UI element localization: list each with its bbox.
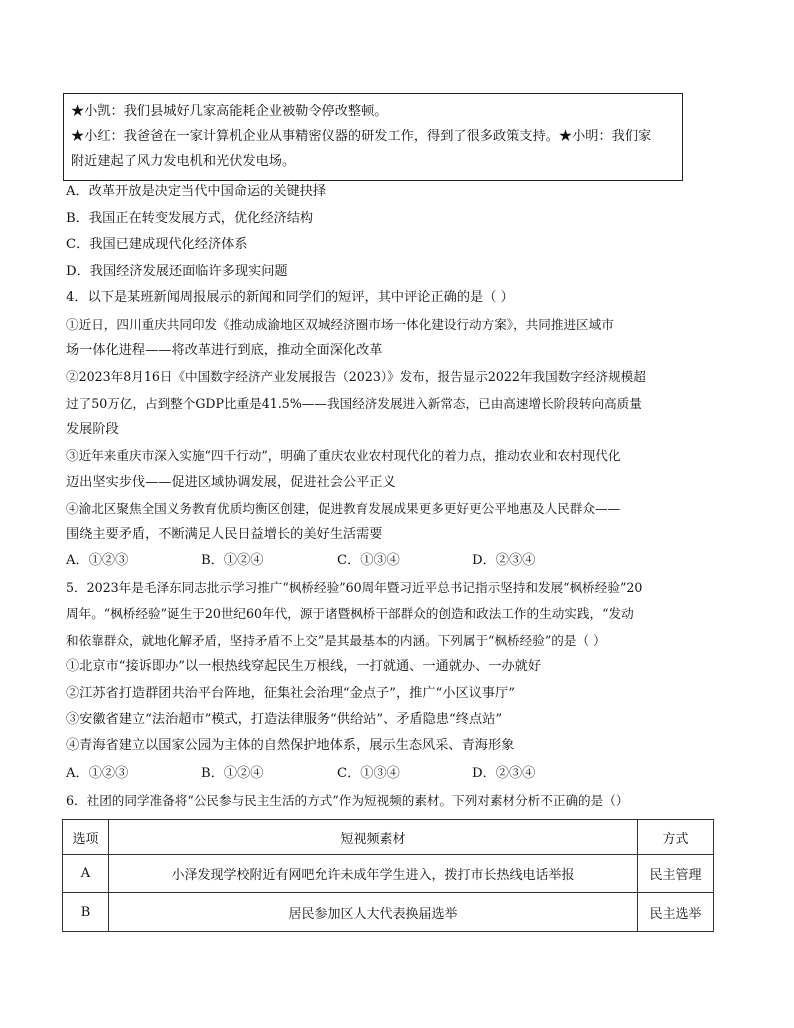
- row-a-method: 民主管理: [638, 855, 714, 893]
- q4-item3-line1: ③近年来重庆市深入实施“四千行动”，明确了重庆农业农村现代化的着力点，推动农业和农村现代化: [66, 448, 621, 463]
- row-a-material: 小泽发现学校附近有网吧允许未成年学生进入，拨打市长热线电话举报: [108, 855, 637, 893]
- q4-choice-a: A．①②③: [66, 553, 129, 568]
- row-b-method: 民主选举: [638, 893, 714, 932]
- quote-xiaokai: ★小凯：我们县城好几家高能耗企业被勒令停改整顿。: [71, 104, 388, 119]
- row-b-option: B: [63, 893, 109, 932]
- q4-choice-c: C．①③④: [337, 553, 400, 568]
- q6-stem: 6．社团的同学准备将“公民参与民主生活的方式”作为短视频的素材。下列对素材分析不正确的是（）: [66, 793, 629, 808]
- q4-item4-line2: 围绕主要矛盾，不断满足人民日益增长的美好生活需要: [66, 527, 383, 542]
- q5-stem-line2: 周年。“枫桥经验”诞生于20世纪60年代，源于诸暨枫桥干部群众的创造和政法工作的生动实践，“发动: [66, 606, 634, 621]
- q4-choice-d: D．②③④: [472, 553, 536, 568]
- q6-table: [62, 819, 714, 932]
- q5-stem-line3: 和依靠群众，就地化解矛盾，坚持矛盾不上交”是其最基本的内涵。下列属于“枫桥经验”的是（ ）: [66, 633, 606, 648]
- quote-xiaohong: ★小红：我爸爸在一家计算机企业从事精密仪器的研发工作，得到了很多政策支持。★小明：我们家: [71, 129, 652, 144]
- q4-stem: 4．以下是某班新闻周报展示的新闻和同学们的短评，其中评论正确的是（ ）: [66, 290, 514, 305]
- q4-options: [66, 551, 666, 571]
- row-a-option: A: [63, 855, 109, 893]
- q5-options: [66, 764, 666, 784]
- q4-item3-line2: 迈出坚实步伐——促进区域协调发展，促进社会公平正义: [66, 475, 396, 490]
- header-option: 选项: [63, 820, 109, 855]
- row-b-material: 居民参加区人大代表换届选举: [108, 893, 637, 932]
- q5-choice-a: A．①②③: [66, 766, 129, 781]
- student-quotes-box: [63, 93, 683, 181]
- header-method: 方式: [638, 820, 714, 855]
- table-row: [63, 893, 714, 932]
- table-row: [63, 855, 714, 893]
- q5-stem-line1: 5．2023年是毛泽东同志批示学习推广“枫桥经验”60周年暨习近平总书记指示坚持和发展“枫桥经验”20: [66, 580, 643, 595]
- q4-item2-line3: 发展阶段: [66, 422, 119, 437]
- q3-option-b: B．我国正在转变发展方式，优化经济结构: [66, 211, 314, 226]
- q5-item1: ①北京市“接诉即办”以一根热线穿起民生万根线，一打就通、一通就办、一办就好: [66, 659, 542, 674]
- q4-item4-line1: ④渝北区聚焦全国义务教育优质均衡区创建，促进教育发展成果更多更好更公平地惠及人民群众——: [66, 501, 621, 516]
- q5-choice-d: D．②③④: [472, 766, 536, 781]
- table-header-row: [63, 820, 714, 855]
- q5-item2: ②江苏省打造群团共治平台阵地，征集社会治理“金点子”，推广“小区议事厅”: [66, 686, 515, 701]
- q4-item1-line2: 场一体化进程——将改革进行到底，推动全面深化改革: [66, 343, 383, 358]
- q5-choice-c: C．①③④: [337, 766, 400, 781]
- q5-choice-b: B．①②④: [201, 766, 264, 781]
- quote-xiaoming: 附近建起了风力发电机和光伏发电场。: [71, 154, 296, 169]
- q3-option-a: A．改革开放是决定当代中国命运的关键抉择: [66, 184, 327, 199]
- q3-option-c: C．我国已建成现代化经济体系: [66, 237, 248, 252]
- q4-item1-line1: ①近日，四川重庆共同印发《推动成渝地区双城经济圈市场一体化建设行动方案》，共同推进区域市: [66, 317, 614, 332]
- q5-item4: ④青海省建立以国家公园为主体的自然保护地体系，展示生态风采、青海形象: [66, 738, 515, 753]
- q3-option-d: D．我国经济发展还面临许多现实问题: [66, 264, 288, 279]
- q4-item2-line1: ②2023年8月16日《中国数字经济产业发展报告（2023）》发布，报告显示2022年我国数字经济规模超: [66, 369, 646, 384]
- q4-item2-line2: 过了50万亿，占到整个GDP比重是41.5%——我国经济发展进入新常态，已由高速增长阶段转向高质量: [66, 396, 642, 411]
- q5-item3: ③安徽省建立“法治超市”模式，打造法律服务“供给站”、矛盾隐患“终点站”: [66, 712, 503, 727]
- q4-choice-b: B．①②④: [201, 553, 264, 568]
- header-material: 短视频素材: [108, 820, 637, 855]
